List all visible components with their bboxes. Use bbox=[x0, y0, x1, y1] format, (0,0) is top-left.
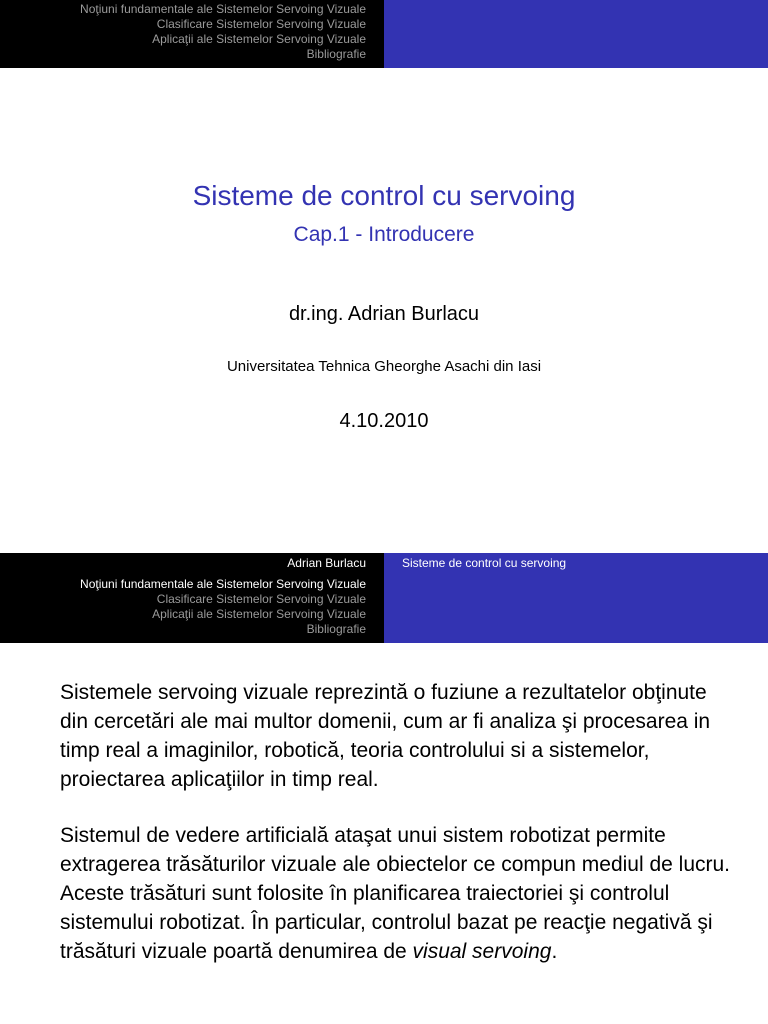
nav-section-link[interactable]: Noţiuni fundamentale ale Sistemelor Servoing Vizuale bbox=[80, 2, 366, 16]
slide1-nav-bar bbox=[0, 0, 768, 68]
paragraph-intro: Sistemele servoing vizuale reprezintă o fuziune a rezultatelor obţinute din cercetări ale mai multor domenii, cum ar fi analiza şi procesarea in timp real a imaginilor, robotică, teoria controlului si a sistemelor, proiectarea aplicaţiilor in timp real. bbox=[60, 681, 711, 791]
author-name: dr.ing. Adrian Burlacu bbox=[288, 303, 480, 325]
paragraph-definition-end: . bbox=[551, 940, 558, 963]
presentation-title: Sisteme de control cu servoing bbox=[192, 180, 576, 211]
slide2-section-list bbox=[0, 553, 384, 643]
paragraph-definition bbox=[60, 821, 730, 966]
slide2-nav-title-area bbox=[384, 553, 768, 643]
slide1-section-list bbox=[0, 0, 384, 68]
institute-name: Universitatea Tehnica Gheorghe Asachi din Iasi bbox=[226, 358, 542, 375]
visual-servoing-term: visual servoing bbox=[412, 940, 552, 963]
slide1-nav-title-area bbox=[384, 0, 768, 68]
nav-section-link[interactable]: Clasificare Sistemelor Servoing Vizuale bbox=[156, 592, 366, 606]
slide2-nav-bar bbox=[0, 553, 768, 643]
presentation-subtitle: Cap.1 - Introducere bbox=[293, 223, 475, 246]
nav-section-link[interactable]: Bibliografie bbox=[306, 47, 366, 61]
presentation-date: 4.10.2010 bbox=[339, 410, 429, 432]
nav-short-title: Sisteme de control cu servoing bbox=[402, 556, 567, 570]
paragraph-definition-text: Sistemul de vedere artificială ataşat unui sistem robotizat permite extragerea trăsăturilor vizuale ale obiectelor ce compun mediul de lucru. Aceste trăsături sunt folosite în planificarea traiectoriei şi controlul sistemului robotizat. În particular, controlul bazat pe reacţie negativă şi trăsături vizuale poartă denumirea de bbox=[60, 824, 731, 963]
nav-section-link[interactable]: Aplicaţii ale Sistemelor Servoing Vizuale bbox=[152, 607, 366, 621]
nav-section-link[interactable]: Bibliografie bbox=[306, 622, 366, 636]
nav-section-link[interactable]: Aplicaţii ale Sistemelor Servoing Vizuale bbox=[152, 32, 366, 46]
nav-section-link[interactable]: Clasificare Sistemelor Servoing Vizuale bbox=[156, 17, 366, 31]
slide2-content bbox=[60, 678, 730, 993]
nav-author-label: Adrian Burlacu bbox=[287, 556, 366, 570]
nav-section-link-active[interactable]: Noţiuni fundamentale ale Sistemelor Servoing Vizuale bbox=[80, 577, 366, 591]
